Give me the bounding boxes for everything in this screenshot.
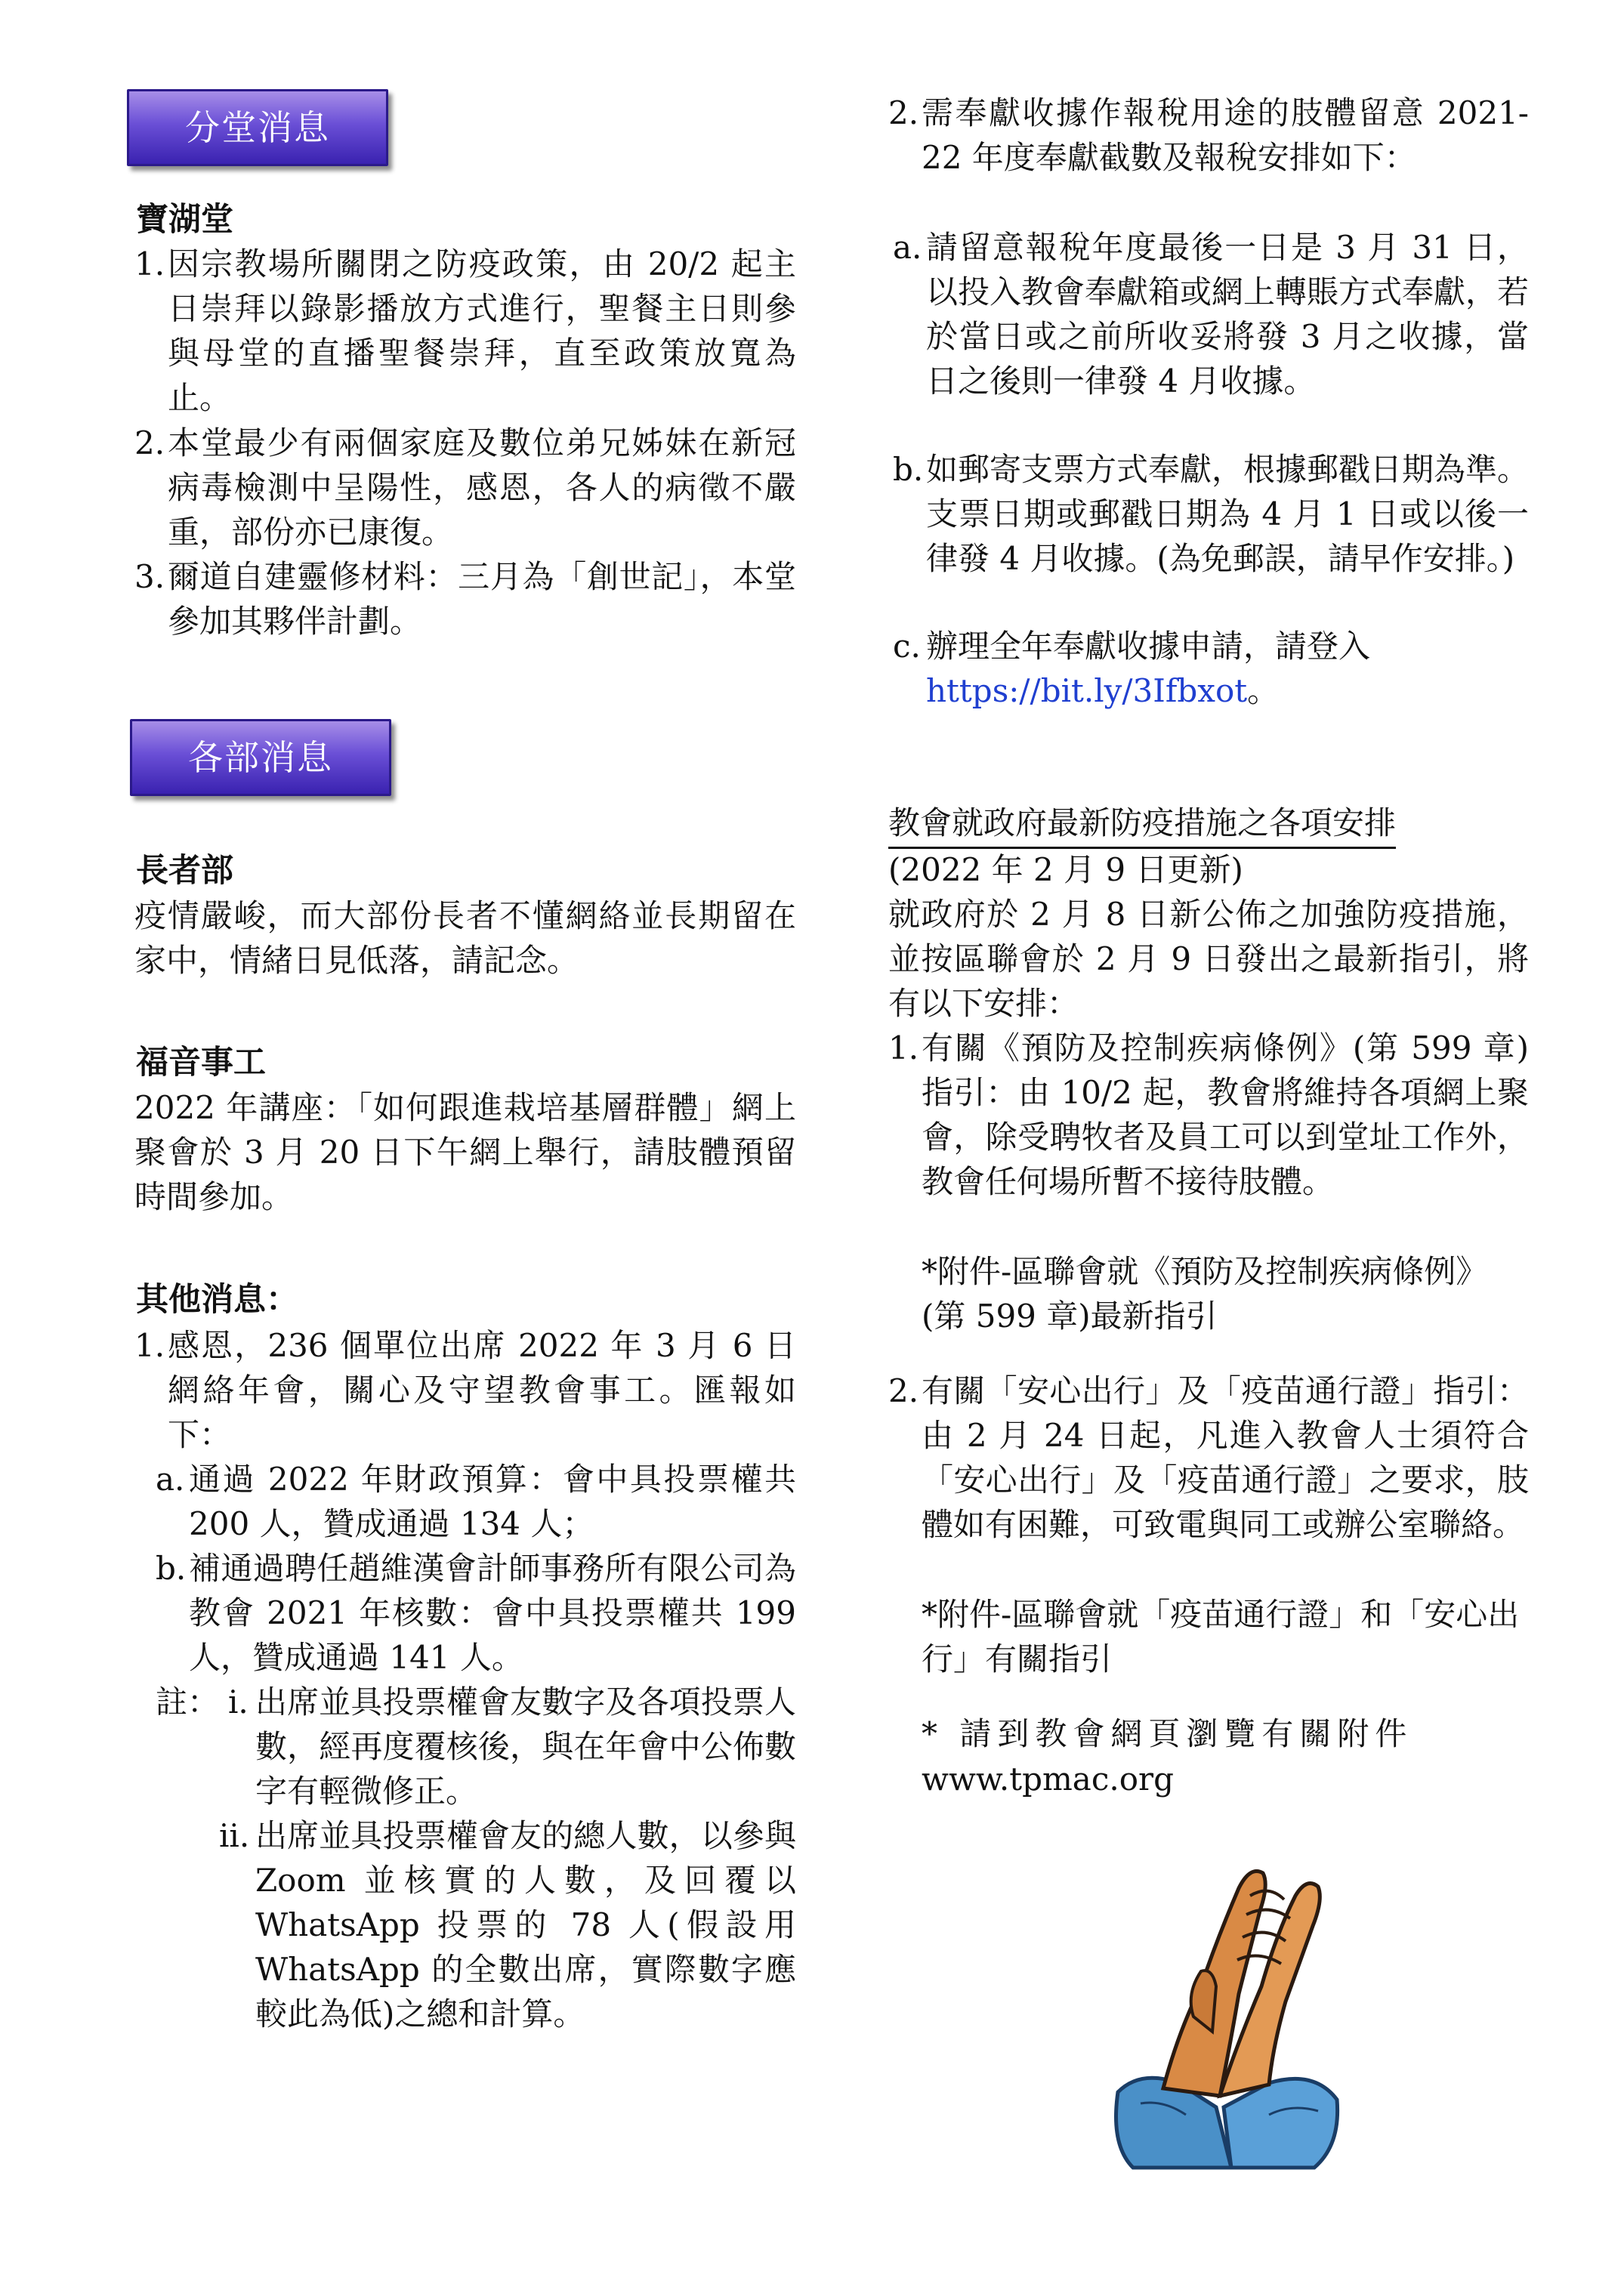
item-text: 出席並具投票權會友的總人數，以參與 Zoom 並核實的人數，及回覆以 WhatsApp 投票的 78 人(假設用 WhatsApp 的全數出席，實際數字應較此為低)之總和計算。 [255, 1817, 796, 2032]
item-letter: a. [893, 229, 922, 266]
elderly-text: 疫情嚴峻，而大部份長者不懂網絡並長期留在家中，情緒日見低落，請記念。 [134, 897, 796, 979]
item-letter: c. [893, 628, 921, 665]
item-text: 通過 2022 年財政預算：會中具投票權共 200 人，贊成通過 134 人； [189, 1461, 796, 1542]
offering-item-c [893, 624, 1529, 713]
item-text: 如郵寄支票方式奉獻，根據郵戳日期為準。支票日期或郵戳日期為 4 月 1 日或以後一律發 4 月收據。(為免郵誤，請早作安排。) [926, 451, 1530, 577]
offering-item-b [893, 447, 1529, 581]
item-text: 感恩，236 個單位出席 2022 年 3 月 6 日網絡年會，關心及守望教會事工。匯報如下： [168, 1327, 796, 1453]
item-number: 2. [134, 424, 165, 461]
pohu-title: 寶湖堂 [136, 201, 233, 239]
offering-c-text: 辦理全年奉獻收據申請，請登入 [926, 628, 1371, 665]
item-text: 有關「安心出行」及「疫苗通行證」指引：由 2 月 24 日起，凡進入教會人士須符合「安心出行」及「疫苗通行證」之要求，肢體如有困難，可致電與同工或辦公室聯絡。 [922, 1372, 1529, 1543]
covid-title-text: 教會就政府最新防疫措施之各項安排 [888, 801, 1396, 849]
others-item-1 [134, 1323, 796, 1457]
item-text: 請留意報稅年度最後一日是 3 月 31 日，以投入教會奉獻箱或網上轉賬方式奉獻，若於當日或之前所收妥將發 3 月之收據，當日之後則一律發 4 月收據。 [926, 229, 1530, 400]
covid-updated: (2022 年 2 月 9 日更新) [888, 851, 1243, 888]
item-text: 需奉獻收據作報稅用途的肢體留意 2021-22 年度奉獻截數及報稅安排如下： [922, 94, 1529, 176]
item-letter: a. [156, 1461, 185, 1498]
banner-department-news: 各部消息 [130, 719, 391, 796]
item-text: 本堂最少有兩個家庭及數位弟兄姊妹在新冠病毒檢測中呈陽性，感恩，各人的病徵不嚴重，部份亦已康復。 [168, 424, 796, 551]
item-number: 2. [888, 94, 919, 131]
offering-c-end: 。 [1247, 672, 1280, 709]
item-text: 爾道自建靈修材料：三月為「創世記」，本堂參加其夥伴計劃。 [168, 558, 796, 640]
covid-item-1-attachment: *附件-區聯會就《預防及控制疾病條例》(第 599 章)最新指引 [922, 1253, 1488, 1335]
item-text: 有關《預防及控制疾病條例》(第 599 章)指引：由 10/2 起，教會將維持各項網上聚會，除受聘牧者及員工可以到堂址工作外，教會任何場所暫不接待肢體。 [922, 1029, 1529, 1200]
note-item-ii [219, 1813, 796, 2036]
item-number: 3. [134, 558, 165, 595]
elderly-title: 長者部 [136, 852, 233, 890]
website-url: www.tpmac.org [922, 1761, 1174, 1798]
offering-item-2 [888, 91, 1529, 180]
item-number: 2. [888, 1372, 919, 1409]
note-item-i [228, 1680, 796, 1813]
covid-title [888, 801, 1396, 849]
others-title: 其他消息： [136, 1281, 298, 1319]
covid-item-2-attachment: *附件-區聯會就「疫苗通行證」和「安心出行」有關指引 [922, 1596, 1520, 1677]
note-label: 註： [156, 1683, 220, 1721]
item-text: 出席並具投票權會友數字及各項投票人數，經再度覆核後，與在年會中公佈數字有輕微修正。 [255, 1683, 796, 1810]
others-item-1b [156, 1546, 796, 1680]
pohu-item-2 [134, 421, 796, 554]
covid-intro: 就政府於 2 月 8 日新公佈之加強防疫措施，並按區聯會於 2 月 9 日發出之最新指引，將有以下安排： [888, 896, 1529, 1022]
item-letter: b. [156, 1550, 187, 1587]
item-text: 補通過聘任趙維漢會計師事務所有限公司為教會 2021 年核數：會中具投票權共 199 人，贊成通過 141 人。 [189, 1550, 796, 1676]
item-number: 1. [134, 245, 165, 282]
receipt-application-link[interactable]: https://bit.ly/3Ifbxot [926, 672, 1248, 709]
website-note: * 請到教會網頁瀏覽有關附件 [922, 1715, 1413, 1752]
pohu-item-1 [134, 242, 796, 420]
offering-item-a [893, 225, 1529, 403]
pohu-item-3 [134, 554, 796, 643]
item-number: 1. [134, 1327, 165, 1364]
item-number: 1. [888, 1029, 919, 1066]
others-item-1a [156, 1457, 796, 1546]
gospel-text: 2022 年講座：「如何跟進栽培基層群體」網上聚會於 3 月 20 日下午網上舉行，請肢體預留時間參加。 [134, 1089, 796, 1215]
praying-hands-icon [1088, 1843, 1360, 2175]
item-text [926, 624, 1529, 713]
covid-item-1 [888, 1026, 1529, 1204]
item-text: 因宗教場所關閉之防疫政策，由 20/2 起主日崇拜以錄影播放方式進行，聖餐主日則參與母堂的直播聖餐崇拜，直至政策放寬為止。 [168, 245, 796, 416]
item-roman: ii. [219, 1817, 250, 1854]
banner-branch-news: 分堂消息 [127, 89, 388, 166]
gospel-title: 福音事工 [136, 1044, 266, 1082]
item-letter: b. [893, 451, 924, 488]
item-roman: i. [228, 1683, 249, 1721]
covid-item-2 [888, 1369, 1529, 1547]
